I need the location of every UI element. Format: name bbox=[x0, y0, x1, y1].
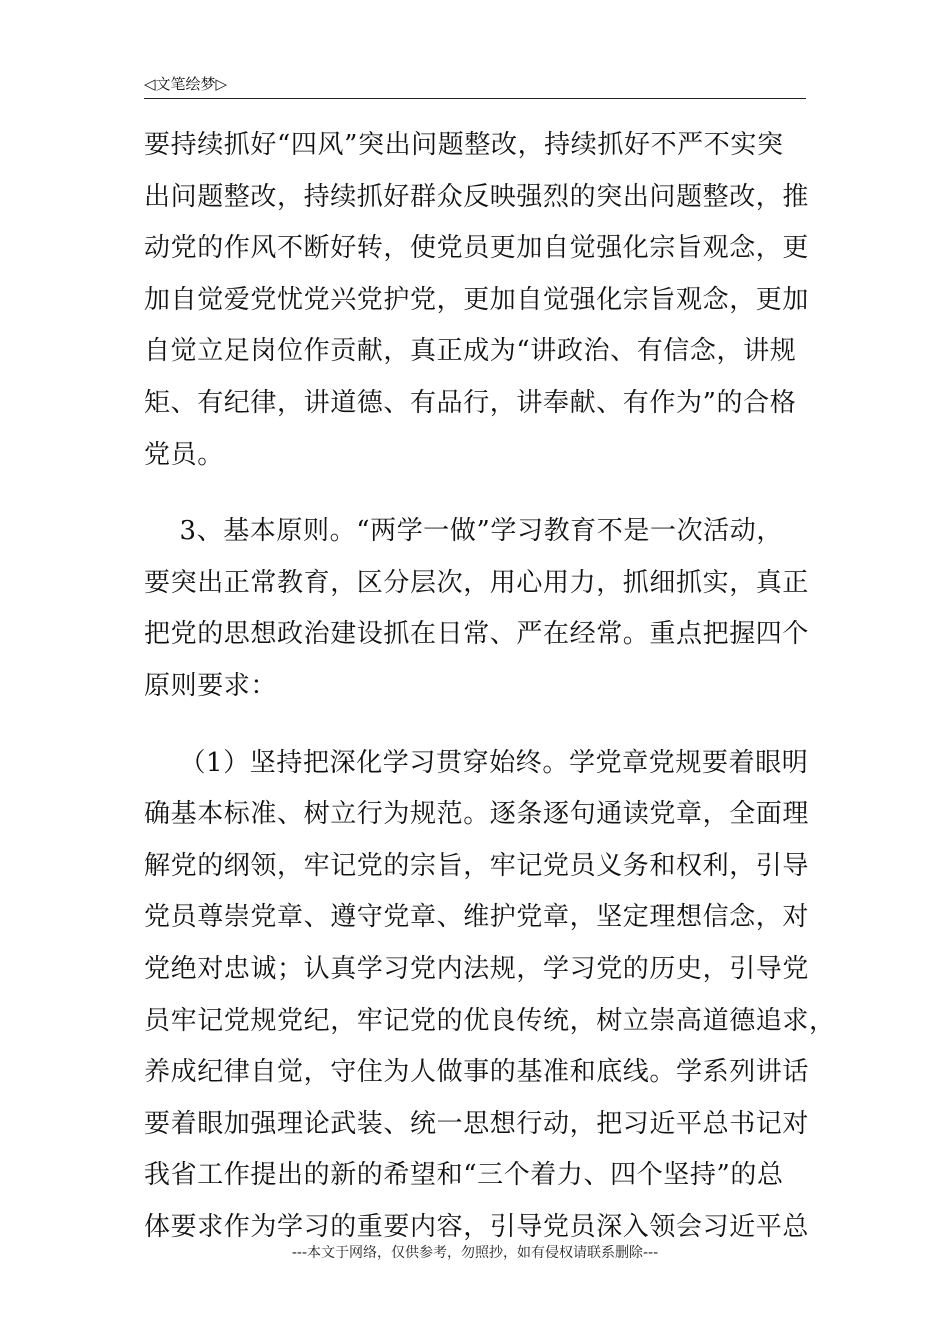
text-line: 要持续抓好“四风”突出问题整改，持续抓好不严不实突 bbox=[144, 130, 784, 160]
text-line: 解党的纲领，牢记党的宗旨，牢记党员义务和权利，引导 bbox=[144, 850, 810, 881]
text-line: 党绝对忠诚；认真学习党内法规，学习党的历史，引导党 bbox=[144, 953, 810, 984]
page-footer: ---本文于网络，仅供参考，勿照抄，如有侵权请联系删除--- bbox=[291, 1245, 659, 1261]
text-line: 体要求作为学习的重要内容，引导党员深入领会习近平总 bbox=[144, 1211, 810, 1242]
text-line: 养成纪律自觉，守住为人做事的基准和底线。学系列讲话 bbox=[144, 1057, 810, 1088]
text-line: 要着眼加强理论武装、统一思想行动，把习近平总书记对 bbox=[144, 1108, 810, 1139]
text-line: 动党的作风不断好转，使党员更加自觉强化宗旨观念，更 bbox=[144, 233, 810, 264]
paragraph-spacer bbox=[144, 713, 806, 738]
text-line: （1）坚持把深化学习贯穿始终。学党章党规要着眼明 bbox=[144, 747, 809, 778]
text-line: 要突出正常教育，区分层次，用心用力，抓细抓实，真正 bbox=[144, 567, 810, 598]
paragraph-1 bbox=[144, 120, 810, 481]
paragraph-2 bbox=[144, 506, 810, 712]
text-line: 党员。 bbox=[144, 439, 224, 470]
text-line: 把党的思想政治建设抓在日常、严在经常。重点把握四个 bbox=[144, 619, 810, 650]
text-line: 员牢记党规党纪，牢记党的优良传统，树立崇高道德追求， bbox=[144, 1005, 836, 1036]
header-title: ◁文笔绘梦▷ bbox=[144, 75, 228, 93]
paragraph-spacer bbox=[144, 481, 806, 506]
paragraph-3 bbox=[144, 738, 836, 1254]
text-line: 矩、有纪律，讲道德、有品行，讲奉献、有作为”的合格 bbox=[144, 387, 797, 418]
page-header bbox=[144, 74, 806, 99]
text-line: 我省工作提出的新的希望和“三个着力、四个坚持”的总 bbox=[144, 1160, 784, 1191]
text-line: 党员尊崇党章、遵守党章、维护党章，坚定理想信念，对 bbox=[144, 902, 810, 933]
text-line: 原则要求： bbox=[144, 670, 278, 701]
text-line: 出问题整改，持续抓好群众反映强烈的突出问题整改，推 bbox=[144, 181, 810, 212]
text-line: 3、基本原则。“两学一做”学习教育不是一次活动， bbox=[144, 516, 783, 547]
text-line: 加自觉爱党忧党兴党护党，更加自觉强化宗旨观念，更加 bbox=[144, 284, 810, 315]
text-line: 确基本标准、树立行为规范。逐条逐句通读党章，全面理 bbox=[144, 799, 810, 830]
text-line: 自觉立足岗位作贡献，真正成为“讲政治、有信念，讲规 bbox=[144, 336, 797, 367]
document-body bbox=[144, 120, 836, 1253]
